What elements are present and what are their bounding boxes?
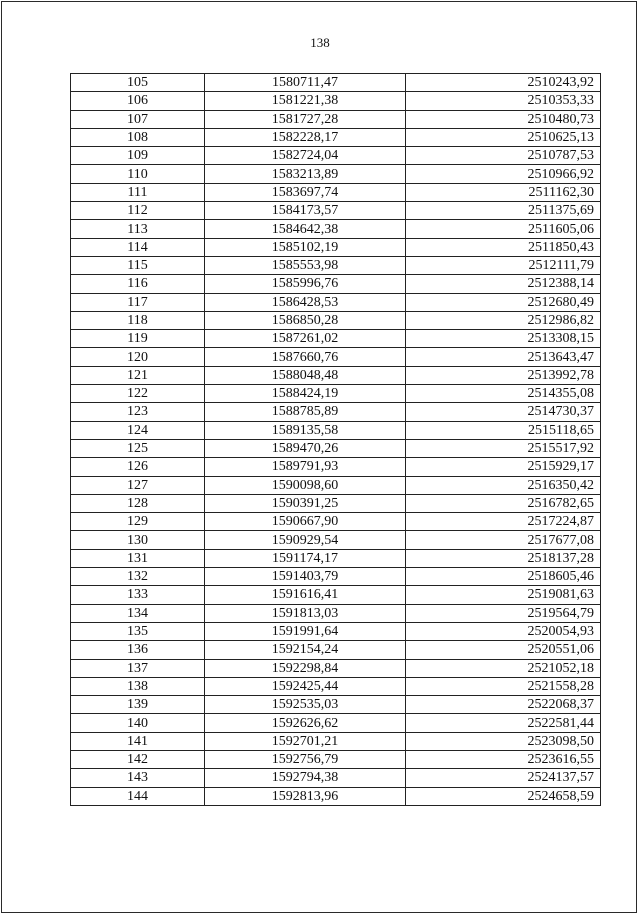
y-coordinate-cell: 2521558,28 — [406, 677, 601, 695]
point-number-cell: 134 — [71, 604, 205, 622]
point-number-cell: 139 — [71, 696, 205, 714]
x-coordinate-cell: 1581727,28 — [205, 110, 406, 128]
table-row — [71, 494, 601, 512]
y-coordinate-cell: 2519081,63 — [406, 586, 601, 604]
x-coordinate-cell: 1582724,04 — [205, 147, 406, 165]
page-number: 138 — [310, 35, 330, 50]
y-coordinate-cell: 2511850,43 — [406, 238, 601, 256]
x-coordinate-cell: 1592701,21 — [205, 732, 406, 750]
point-number-cell: 111 — [71, 183, 205, 201]
point-number-cell: 136 — [71, 641, 205, 659]
point-number-cell: 132 — [71, 568, 205, 586]
table-row — [71, 586, 601, 604]
point-number-cell: 140 — [71, 714, 205, 732]
table-row — [71, 403, 601, 421]
table-row — [71, 714, 601, 732]
coordinates-table — [70, 73, 601, 806]
y-coordinate-cell: 2517677,08 — [406, 531, 601, 549]
point-number-cell: 143 — [71, 769, 205, 787]
point-number-cell: 144 — [71, 787, 205, 805]
table-row — [71, 604, 601, 622]
point-number-cell: 113 — [71, 220, 205, 238]
point-number-cell: 116 — [71, 275, 205, 293]
table-row — [71, 238, 601, 256]
point-number-cell: 122 — [71, 385, 205, 403]
y-coordinate-cell: 2521052,18 — [406, 659, 601, 677]
point-number-cell: 133 — [71, 586, 205, 604]
table-row — [71, 659, 601, 677]
x-coordinate-cell: 1591174,17 — [205, 549, 406, 567]
table-row — [71, 696, 601, 714]
point-number-cell: 129 — [71, 513, 205, 531]
coordinates-table-body — [71, 74, 601, 806]
y-coordinate-cell: 2511605,06 — [406, 220, 601, 238]
x-coordinate-cell: 1583213,89 — [205, 165, 406, 183]
table-row — [71, 330, 601, 348]
table-row — [71, 366, 601, 384]
point-number-cell: 115 — [71, 256, 205, 274]
y-coordinate-cell: 2512388,14 — [406, 275, 601, 293]
x-coordinate-cell: 1580711,47 — [205, 74, 406, 92]
table-row — [71, 732, 601, 750]
y-coordinate-cell: 2516350,42 — [406, 476, 601, 494]
table-row — [71, 92, 601, 110]
point-number-cell: 130 — [71, 531, 205, 549]
x-coordinate-cell: 1591403,79 — [205, 568, 406, 586]
table-row — [71, 513, 601, 531]
x-coordinate-cell: 1582228,17 — [205, 128, 406, 146]
x-coordinate-cell: 1588048,48 — [205, 366, 406, 384]
x-coordinate-cell: 1591991,64 — [205, 622, 406, 640]
table-row — [71, 421, 601, 439]
y-coordinate-cell: 2510787,53 — [406, 147, 601, 165]
point-number-cell: 106 — [71, 92, 205, 110]
y-coordinate-cell: 2524137,57 — [406, 769, 601, 787]
y-coordinate-cell: 2513643,47 — [406, 348, 601, 366]
x-coordinate-cell: 1592756,79 — [205, 750, 406, 768]
y-coordinate-cell: 2514730,37 — [406, 403, 601, 421]
point-number-cell: 112 — [71, 202, 205, 220]
table-row — [71, 202, 601, 220]
x-coordinate-cell: 1590667,90 — [205, 513, 406, 531]
x-coordinate-cell: 1592154,24 — [205, 641, 406, 659]
x-coordinate-cell: 1589470,26 — [205, 439, 406, 457]
x-coordinate-cell: 1583697,74 — [205, 183, 406, 201]
point-number-cell: 107 — [71, 110, 205, 128]
table-row — [71, 311, 601, 329]
table-row — [71, 568, 601, 586]
point-number-cell: 105 — [71, 74, 205, 92]
point-number-cell: 141 — [71, 732, 205, 750]
point-number-cell: 135 — [71, 622, 205, 640]
y-coordinate-cell: 2523616,55 — [406, 750, 601, 768]
x-coordinate-cell: 1589791,93 — [205, 458, 406, 476]
x-coordinate-cell: 1587660,76 — [205, 348, 406, 366]
y-coordinate-cell: 2515929,17 — [406, 458, 601, 476]
point-number-cell: 124 — [71, 421, 205, 439]
x-coordinate-cell: 1585996,76 — [205, 275, 406, 293]
y-coordinate-cell: 2510625,13 — [406, 128, 601, 146]
point-number-cell: 119 — [71, 330, 205, 348]
x-coordinate-cell: 1591616,41 — [205, 586, 406, 604]
table-row — [71, 531, 601, 549]
x-coordinate-cell: 1592794,38 — [205, 769, 406, 787]
table-row — [71, 439, 601, 457]
table-row — [71, 110, 601, 128]
y-coordinate-cell: 2510243,92 — [406, 74, 601, 92]
table-row — [71, 677, 601, 695]
y-coordinate-cell: 2515517,92 — [406, 439, 601, 457]
x-coordinate-cell: 1585102,19 — [205, 238, 406, 256]
y-coordinate-cell: 2522581,44 — [406, 714, 601, 732]
point-number-cell: 109 — [71, 147, 205, 165]
y-coordinate-cell: 2523098,50 — [406, 732, 601, 750]
table-row — [71, 147, 601, 165]
table-row — [71, 458, 601, 476]
point-number-cell: 131 — [71, 549, 205, 567]
x-coordinate-cell: 1592535,03 — [205, 696, 406, 714]
table-row — [71, 348, 601, 366]
point-number-cell: 118 — [71, 311, 205, 329]
x-coordinate-cell: 1584173,57 — [205, 202, 406, 220]
point-number-cell: 142 — [71, 750, 205, 768]
x-coordinate-cell: 1586428,53 — [205, 293, 406, 311]
x-coordinate-cell: 1587261,02 — [205, 330, 406, 348]
y-coordinate-cell: 2512111,79 — [406, 256, 601, 274]
x-coordinate-cell: 1592298,84 — [205, 659, 406, 677]
table-row — [71, 256, 601, 274]
point-number-cell: 125 — [71, 439, 205, 457]
table-row — [71, 165, 601, 183]
table-row — [71, 787, 601, 805]
y-coordinate-cell: 2511375,69 — [406, 202, 601, 220]
x-coordinate-cell: 1588424,19 — [205, 385, 406, 403]
y-coordinate-cell: 2518137,28 — [406, 549, 601, 567]
point-number-cell: 121 — [71, 366, 205, 384]
table-row — [71, 183, 601, 201]
table-row — [71, 293, 601, 311]
table-row — [71, 769, 601, 787]
x-coordinate-cell: 1590929,54 — [205, 531, 406, 549]
y-coordinate-cell: 2513992,78 — [406, 366, 601, 384]
x-coordinate-cell: 1592425,44 — [205, 677, 406, 695]
point-number-cell: 114 — [71, 238, 205, 256]
y-coordinate-cell: 2520054,93 — [406, 622, 601, 640]
x-coordinate-cell: 1581221,38 — [205, 92, 406, 110]
point-number-cell: 126 — [71, 458, 205, 476]
y-coordinate-cell: 2512680,49 — [406, 293, 601, 311]
x-coordinate-cell: 1592626,62 — [205, 714, 406, 732]
x-coordinate-cell: 1584642,38 — [205, 220, 406, 238]
table-row — [71, 476, 601, 494]
y-coordinate-cell: 2517224,87 — [406, 513, 601, 531]
y-coordinate-cell: 2516782,65 — [406, 494, 601, 512]
point-number-cell: 137 — [71, 659, 205, 677]
point-number-cell: 120 — [71, 348, 205, 366]
point-number-cell: 117 — [71, 293, 205, 311]
point-number-cell: 110 — [71, 165, 205, 183]
y-coordinate-cell: 2512986,82 — [406, 311, 601, 329]
x-coordinate-cell: 1592813,96 — [205, 787, 406, 805]
y-coordinate-cell: 2514355,08 — [406, 385, 601, 403]
point-number-cell: 123 — [71, 403, 205, 421]
y-coordinate-cell: 2520551,06 — [406, 641, 601, 659]
x-coordinate-cell: 1585553,98 — [205, 256, 406, 274]
point-number-cell: 108 — [71, 128, 205, 146]
point-number-cell: 127 — [71, 476, 205, 494]
y-coordinate-cell: 2519564,79 — [406, 604, 601, 622]
y-coordinate-cell: 2510353,33 — [406, 92, 601, 110]
table-row — [71, 641, 601, 659]
table-row — [71, 622, 601, 640]
y-coordinate-cell: 2518605,46 — [406, 568, 601, 586]
y-coordinate-cell: 2524658,59 — [406, 787, 601, 805]
table-row — [71, 549, 601, 567]
y-coordinate-cell: 2522068,37 — [406, 696, 601, 714]
table-row — [71, 385, 601, 403]
table-row — [71, 128, 601, 146]
x-coordinate-cell: 1591813,03 — [205, 604, 406, 622]
y-coordinate-cell: 2511162,30 — [406, 183, 601, 201]
y-coordinate-cell: 2510480,73 — [406, 110, 601, 128]
y-coordinate-cell: 2510966,92 — [406, 165, 601, 183]
x-coordinate-cell: 1586850,28 — [205, 311, 406, 329]
table-row — [71, 275, 601, 293]
table-row — [71, 220, 601, 238]
x-coordinate-cell: 1590098,60 — [205, 476, 406, 494]
x-coordinate-cell: 1589135,58 — [205, 421, 406, 439]
point-number-cell: 138 — [71, 677, 205, 695]
y-coordinate-cell: 2515118,65 — [406, 421, 601, 439]
x-coordinate-cell: 1588785,89 — [205, 403, 406, 421]
point-number-cell: 128 — [71, 494, 205, 512]
table-row — [71, 750, 601, 768]
y-coordinate-cell: 2513308,15 — [406, 330, 601, 348]
table-row — [71, 74, 601, 92]
x-coordinate-cell: 1590391,25 — [205, 494, 406, 512]
